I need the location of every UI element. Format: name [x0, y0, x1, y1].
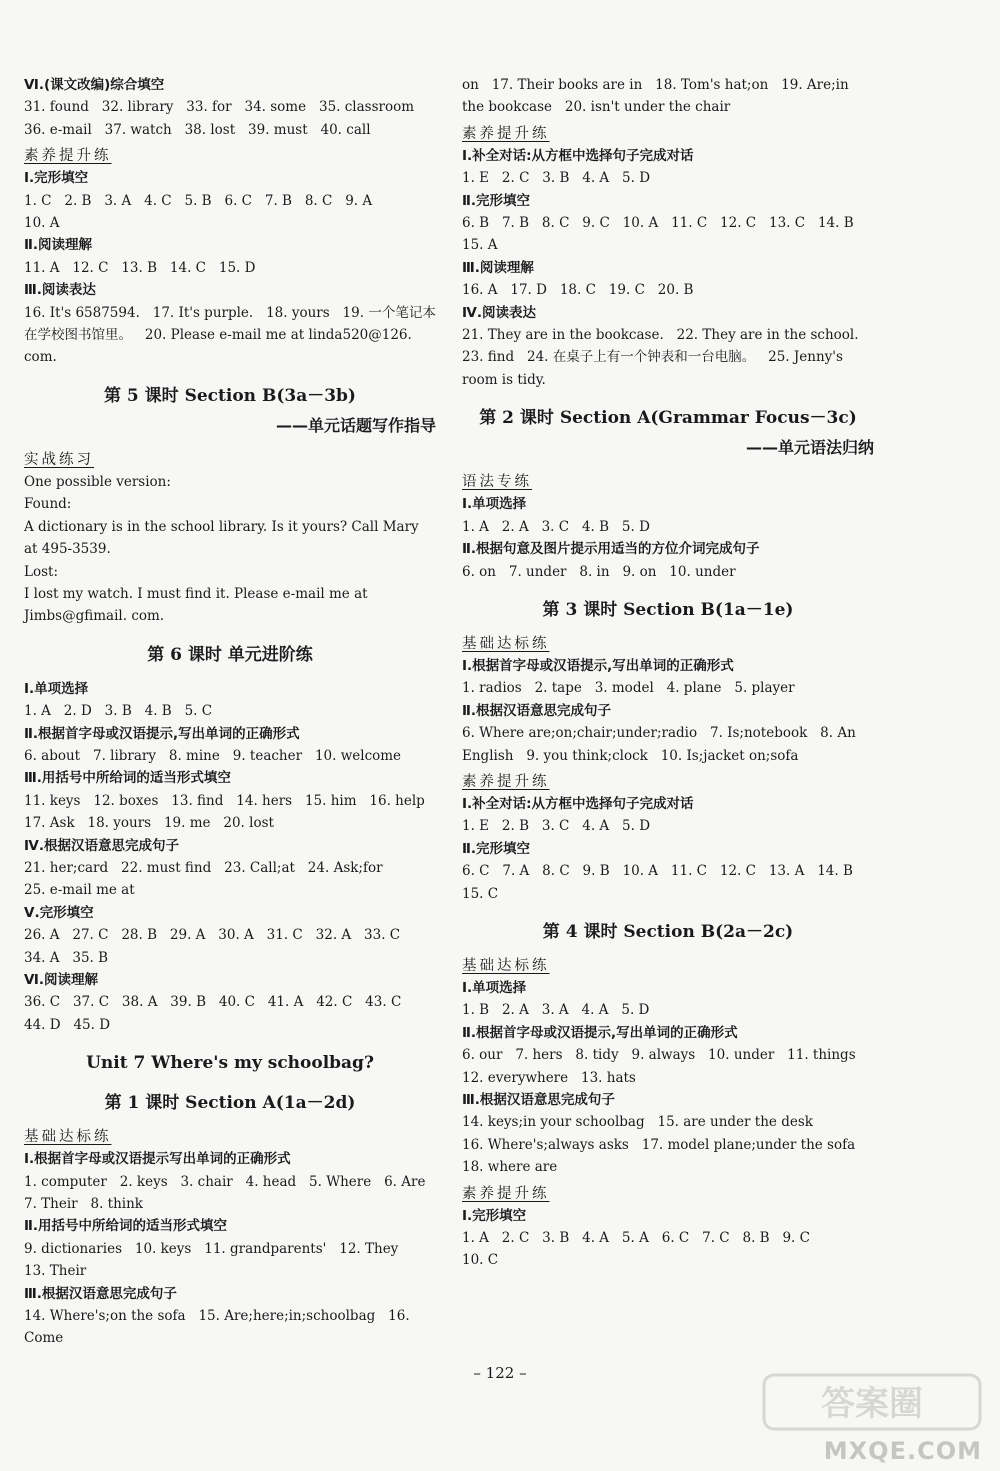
answer-line: 16. It's 6587594. 17. It's purple. 18. yours 19. 一个笔记本在学校图书馆里。 20. Please e-mail me at linda520@126. com.: [24, 304, 436, 366]
answer-line: 1. A 2. D 3. B 4. B 5. C: [24, 703, 213, 720]
answer-line: 6. C 7. A 8. C 9. B 10. A 11. C 12. C 13. A 14. B: [462, 863, 853, 880]
practice-label: 素养提升练: [462, 1185, 550, 1202]
practice-label: 基础达标练: [462, 957, 550, 974]
section-header: Ⅰ.完形填空: [462, 1207, 527, 1224]
answer-line: 13. Their: [24, 1263, 87, 1280]
answer-line: 6. B 7. B 8. C 9. C 10. A 11. C 12. C 13. C 14. B: [462, 215, 854, 232]
section-header: Ⅱ.根据首字母或汉语提示,写出单词的正确形式: [24, 725, 300, 742]
answer-line: 7. Their 8. think: [24, 1196, 143, 1213]
lesson-title: 第 3 课时 Section B(1a－1e): [542, 599, 794, 620]
answer-line: 44. D 45. D: [24, 1016, 111, 1033]
practice-label: 素养提升练: [24, 148, 112, 165]
answer-line: Found:: [24, 496, 72, 513]
answer-line: 15. A: [462, 237, 498, 254]
section-header: Ⅴ.完形填空: [24, 904, 94, 921]
section-header: Ⅳ.根据汉语意思完成句子: [24, 837, 179, 854]
answer-line: 1. E 2. B 3. C 4. A 5. D: [462, 818, 651, 835]
section-header: Ⅱ.完形填空: [462, 192, 531, 209]
answer-line: 12. everywhere 13. hats: [462, 1069, 636, 1086]
answer-line: 14. keys;in your schoolbag 15. are under the desk: [462, 1114, 813, 1131]
answer-line: 36. e-mail 37. watch 38. lost 39. must 40. call: [24, 121, 371, 138]
lesson-subtitle: ——单元语法归纳: [745, 438, 874, 458]
answer-line: 1. A 2. A 3. C 4. B 5. D: [462, 518, 650, 535]
section-header: Ⅰ.根据首字母或汉语提示,写出单词的正确形式: [462, 657, 734, 674]
section-header: Ⅱ.用括号中所给词的适当形式填空: [24, 1218, 228, 1235]
answer-line: 11. keys 12. boxes 13. find 14. hers 15. him 16. help: [24, 792, 425, 809]
answer-line: 1. computer 2. keys 3. chair 4. head 5. Where 6. Are: [24, 1173, 426, 1190]
answer-line: 26. A 27. C 28. B 29. A 30. A 31. C 32. A 33. C: [24, 927, 401, 944]
lesson-title: 第 4 课时 Section B(2a－2c): [542, 921, 794, 942]
answer-line: I lost my watch. I must find it. Please e-mail me at Jimbs@gfimail. com.: [24, 585, 372, 625]
answer-line: 14. Where's;on the sofa 15. Are;here;in;schoolbag 16. Come: [24, 1308, 414, 1347]
section-header: Ⅰ.补全对话:从方框中选择句子完成对话: [462, 147, 694, 164]
practice-label: 素养提升练: [462, 773, 550, 790]
watermark-site: MXQE.COM: [823, 1437, 982, 1465]
practice-label: 素养提升练: [462, 125, 550, 142]
watermark-logo: [762, 1371, 982, 1433]
answer-line: 1. B 2. A 3. A 4. A 5. D: [462, 1002, 650, 1019]
answer-line: on 17. Their books are in 18. Tom's hat;on 19. Are;in the bookcase 20. isn't under the chair: [462, 77, 853, 116]
practice-label: 实战练习: [24, 451, 94, 468]
watermark-logo-text: 答案圈: [821, 1384, 923, 1424]
answer-line: 6. our 7. hers 8. tidy 9. always 10. under 11. things: [462, 1047, 856, 1064]
section-header: Ⅱ.阅读理解: [24, 237, 93, 254]
section-header: Ⅲ.用括号中所给词的适当形式填空: [24, 770, 231, 787]
answer-line: 9. dictionaries 10. keys 11. grandparents' 12. They: [24, 1240, 399, 1257]
section-header: Ⅲ.阅读表达: [24, 282, 96, 299]
answer-line: Lost:: [24, 563, 58, 580]
answer-line: 10. A: [24, 215, 60, 232]
answer-line: 17. Ask 18. yours 19. me 20. lost: [24, 815, 274, 832]
lesson-title: 第 5 课时 Section B(3a－3b): [104, 385, 356, 406]
section-header: Ⅰ.完形填空: [24, 170, 89, 187]
answer-line: 6. on 7. under 8. in 9. on 10. under: [462, 563, 736, 580]
practice-label: 基础达标练: [462, 635, 550, 652]
answer-line: 15. C: [462, 885, 499, 902]
lesson-subtitle: ——单元话题写作指导: [275, 415, 436, 435]
answer-line: 1. radios 2. tape 3. model 4. plane 5. player: [462, 680, 795, 697]
answer-line: 31. found 32. library 33. for 34. some 35. classroom: [24, 99, 415, 116]
page-number: – 122 –: [473, 1364, 527, 1382]
section-header: Ⅳ.阅读表达: [462, 304, 536, 321]
section-header: Ⅱ.根据汉语意思完成句子: [462, 702, 612, 719]
section-header: Ⅱ.根据首字母或汉语提示,写出单词的正确形式: [462, 1024, 738, 1041]
section-header: Ⅱ.根据句意及图片提示用适当的方位介词完成句子: [462, 541, 760, 558]
answer-line: 1. E 2. C 3. B 4. A 5. D: [462, 170, 651, 187]
answer-line: 1. C 2. B 3. A 4. C 5. B 6. C 7. B 8. C 9. A: [24, 192, 373, 209]
answer-line: 34. A 35. B: [24, 949, 109, 966]
practice-label: 语法专练: [462, 474, 532, 491]
section-header: Ⅰ.补全对话:从方框中选择句子完成对话: [462, 795, 694, 812]
section-header: Ⅲ.根据汉语意思完成句子: [462, 1092, 615, 1108]
left-column: [24, 74, 436, 1350]
answer-line: 1. A 2. C 3. B 4. A 5. A 6. C 7. C 8. B 9. C: [462, 1230, 810, 1247]
section-header: Ⅰ.单项选择: [24, 680, 89, 697]
section-header: Ⅰ.单项选择: [462, 496, 527, 513]
answer-line: 25. e-mail me at: [24, 882, 135, 899]
practice-label: 基础达标练: [24, 1129, 112, 1146]
lesson-title: 第 1 课时 Section A(1a－2d): [104, 1093, 356, 1114]
section-header: Ⅲ.阅读理解: [462, 259, 534, 276]
section-header: Ⅲ.根据汉语意思完成句子: [24, 1285, 177, 1302]
answer-line: 23. find 24. 在桌子上有一个钟表和一台电脑。 25. Jenny's room is tidy.: [462, 349, 848, 388]
section-header: Ⅵ.(课文改编)综合填空: [24, 77, 165, 93]
lesson-title: 第 2 课时 Section A(Grammar Focus－3c): [479, 408, 857, 429]
answer-line: 16. A 17. D 18. C 19. C 20. B: [462, 282, 694, 299]
right-column: [462, 74, 874, 1272]
section-header: Ⅱ.完形填空: [462, 840, 531, 857]
answer-line: 6. Where are;on;chair;under;radio 7. Is;notebook 8. An English 9. you think;clock 10. Is;jacket on;sofa: [462, 725, 861, 764]
lesson-title: Unit 7 Where's my schoolbag?: [86, 1053, 374, 1074]
answer-line: One possible version:: [24, 473, 171, 490]
section-header: Ⅰ.单项选择: [462, 979, 527, 996]
answer-line: 6. about 7. library 8. mine 9. teacher 10. welcome: [24, 747, 402, 764]
answer-line: 16. Where's;always asks 17. model plane;under the sofa: [462, 1136, 856, 1153]
section-header: Ⅰ.根据首字母或汉语提示写出单词的正确形式: [24, 1151, 291, 1168]
section-header: Ⅵ.阅读理解: [24, 972, 98, 988]
answer-line: 21. her;card 22. must find 23. Call;at 24. Ask;for: [24, 859, 383, 876]
answer-line: 11. A 12. C 13. B 14. C 15. D: [24, 259, 256, 276]
answer-line: 21. They are in the bookcase. 22. They are in the school.: [462, 327, 859, 344]
answer-line: A dictionary is in the school library. Is it yours? Call Mary at 495-3539.: [24, 518, 423, 558]
answer-line: 18. where are: [462, 1159, 558, 1176]
answer-line: 36. C 37. C 38. A 39. B 40. C 41. A 42. C 43. C: [24, 994, 402, 1011]
lesson-title: 第 6 课时 单元进阶练: [147, 644, 313, 665]
answer-line: 10. C: [462, 1252, 499, 1269]
